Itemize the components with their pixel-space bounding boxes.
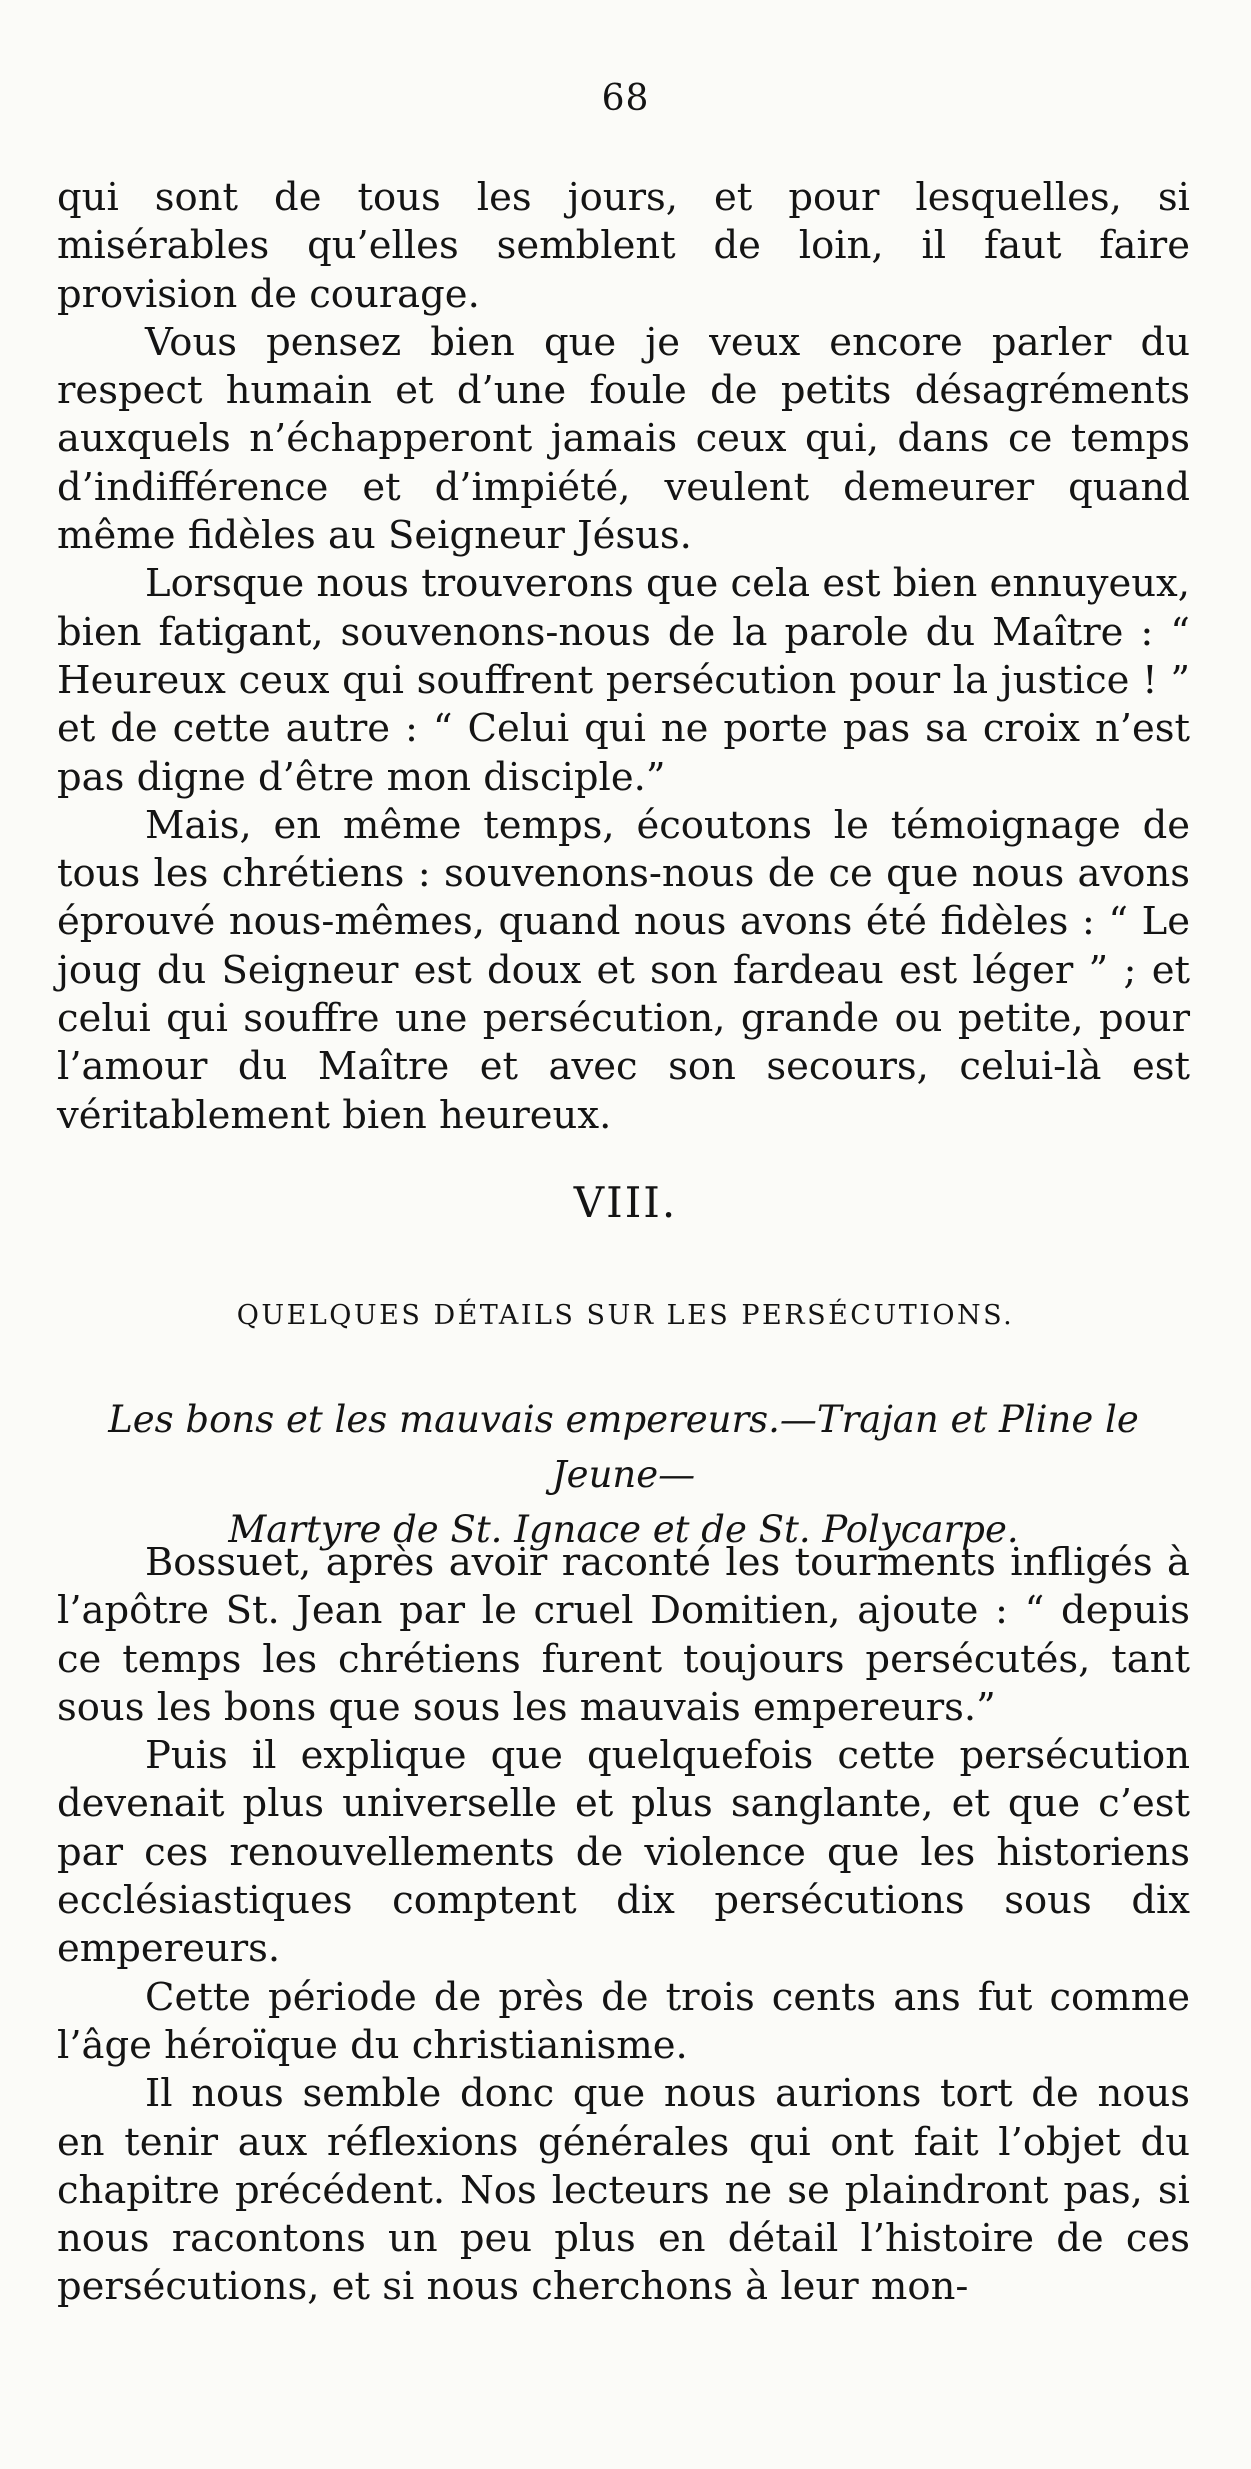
summary-line: Martyre de St. Ignace et de St. Polycarpe.: [228, 1508, 1019, 1551]
chapter-title: QUELQUES DÉTAILS SUR LES PERSÉCUTIONS.: [236, 1300, 1015, 1331]
text-block-upper: [57, 174, 1190, 1140]
text-block-lower: [57, 1539, 1190, 2312]
paragraph: Lorsque nous trouverons que cela est bien ennuyeux, bien fatigant, souvenons-nous de la parole du Maître : “ Heureux ceux qui souffrent persécution pour la justice ! ” et de cette autre : “ Celui qui ne porte pas sa croix n’est pas digne d’être mon disciple.”: [57, 561, 1190, 800]
chapter-summary: [57, 1392, 1190, 1557]
paragraph: Vous pensez bien que je veux encore parler du respect humain et d’une foule de petits désagréments auxquels n’échapperont jamais ceux qui, dans ce temps d’indifférence et d’impiété, veulent demeurer quand même fidèles au Seigneur Jésus.: [57, 319, 1190, 559]
summary-line: Les bons et les mauvais empereurs.—Trajan et Pline le Jeune—: [108, 1398, 1139, 1496]
paragraph: Cette période de près de trois cents ans fut comme l’âge héroïque du christianisme.: [57, 1974, 1190, 2068]
paragraph: qui sont de tous les jours, et pour lesquelles, si misérables qu’elles semblent de loin, il faut faire provision de courage.: [57, 175, 1190, 317]
paragraph: Bossuet, après avoir raconté les tourments infligés à l’apôtre St. Jean par le cruel Domitien, ajoute : “ depuis ce temps les chrétiens furent toujours persécutés, tant sous les bons que sous les mauvais empereurs.”: [57, 1540, 1190, 1730]
paragraph: Il nous semble donc que nous aurions tort de nous en tenir aux réflexions générales qui ont fait l’objet du chapitre précédent. Nos lecteurs ne se plaindront pas, si nous racontons un peu plus en détail l’histoire de ces persécutions, et si nous cherchons à leur mon-: [57, 2071, 1190, 2310]
paragraph: Puis il explique que quelquefois cette persécution devenait plus universelle et plus sanglante, et que c’est par ces renouvellements de violence que les historiens ecclésiastiques comptent dix persécutions sous dix empereurs.: [57, 1733, 1190, 1972]
chapter-number: VIII.: [573, 1178, 678, 1227]
paragraph: Mais, en même temps, écoutons le témoignage de tous les chrétiens : souvenons-nous de ce que nous avons éprouvé nous-mêmes, quand nous avons été fidèles : “ Le joug du Seigneur est doux et son fardeau est léger ” ; et celui qui souffre une persécution, grande ou petite, pour l’amour du Maître et avec son secours, celui-là est véritablement bien heureux.: [57, 802, 1190, 1138]
page-number: 68: [601, 78, 650, 119]
